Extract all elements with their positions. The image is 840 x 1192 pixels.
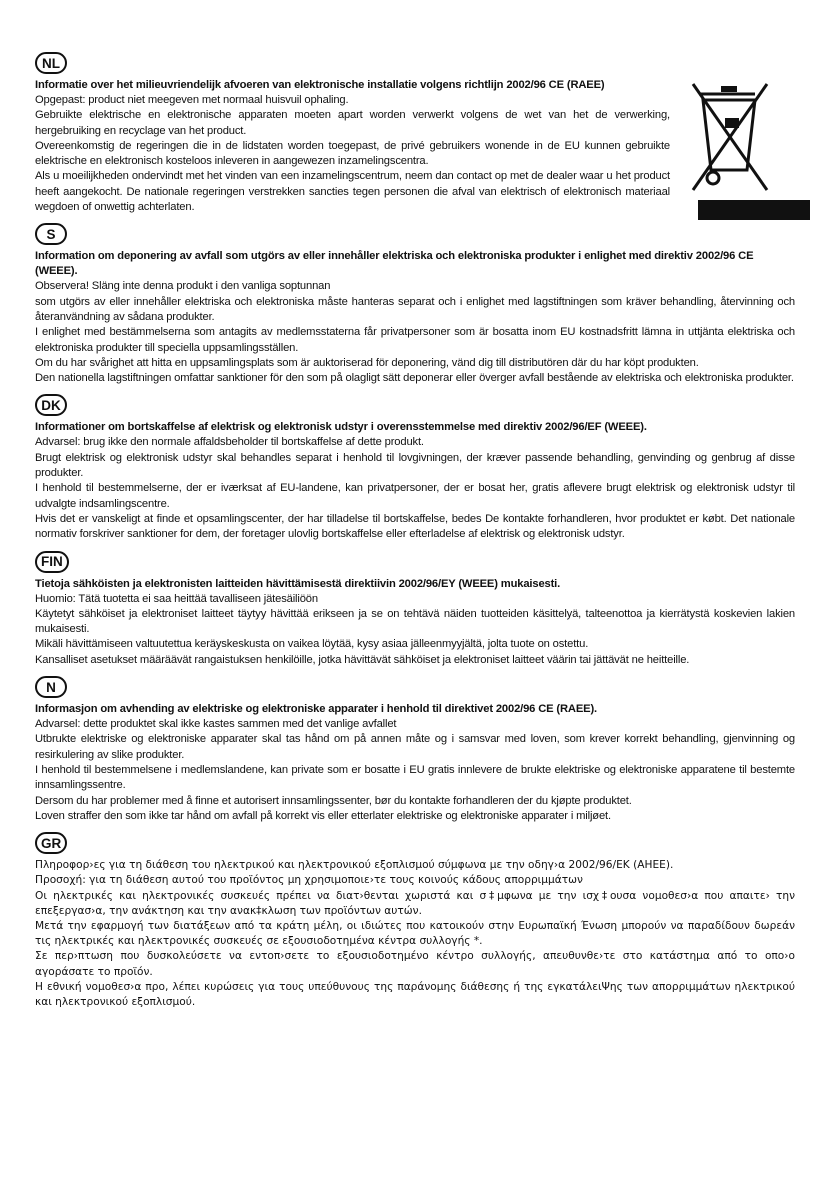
weee-black-bar [698,200,810,220]
language-badge-s: S [35,223,67,245]
section-s [35,223,795,386]
paragraph: Dersom du har problemer med å finne et autorisert innsamlingssenter, bør du kontakte forhandleren der du kjøpte produktet. [35,794,632,807]
paragraph: Mikäli hävittämiseen valtuutettua keräyskeskusta on vaikea löytää, kysy asiaa jälleenmyyjältä, jolta tuote on ostettu. [35,638,589,651]
crossed-out-wheelie-bin-icon [685,78,775,208]
paragraph: Loven straffer den som ikke tar hånd om avfall på korrekt vis eller etterlater elektriske og elektroniske apparater i miljøet. [35,809,611,822]
paragraph: Gebruikte elektrische en elektronische apparaten moeten apart worden verwerkt volgens de wet van het de verwerking, hergebruiking en recyclage van het product. [35,109,670,137]
section-dk [35,394,795,542]
paragraph: Advarsel: brug ikke den normale affaldsbeholder til bortskaffelse af dette produkt. [35,436,424,449]
paragraph: Μετά την εφαρμογή των διατάξεων από τα κράτη μέλη, οι ιδιώτες που κατοικούν στην Ευρωπαϊκή Ένωση μπορούν να παραδίδουν δωρεάν τις ηλεκτρικές και ηλεκτρονικές συσκευές σε εξουσιοδοτημένα κέντρα συλλογής *. [35,919,795,948]
section-body-dk [35,435,795,542]
section-body-s [35,279,795,386]
section-title-dk: Informationer om bortskaffelse af elektrisk og elektronisk udstyr i overensstemmelse med direktiv 2002/96/EF (WEEE). [35,421,647,434]
paragraph: Als u moeilijkheden ondervindt met het vinden van een inzamelingscentrum, neem dan contact op met de dealer waar u het product heeft aangekocht. De nationale regeringen verstrekken sancties tegen personen die afval van elektrisch of elektronisch materiaal wegdoen of onwettig achterlaten. [35,170,670,214]
section-n [35,676,795,824]
section-body-n [35,717,795,824]
paragraph: Προσοχή: για τη διάθεση αυτού του προϊόντος μη χρησιμοποιε›τε τους κοινούς κάδους απορριμμάτων [35,874,583,887]
paragraph: I henhold til bestemmelsene i medlemslandene, kan private som er bosatte i EU gratis innlevere de brukte elektriske og elektroniske apparatene til bestemte innsamlingssentre. [35,763,795,792]
paragraph: Overeenkomstig de regeringen die in de lidstaten worden toegepast, de privé gebruikers wonende in de EU kunnen gebruikte elektrische en elektronisch kosteloos inleveren in aangewezen inzamelingscentra. [35,139,670,168]
language-badge-nl: NL [35,52,67,74]
section-body-fin [35,592,795,668]
paragraph: Om du har svårighet att hitta en uppsamlingsplats som är auktoriserad för deponering, vänd dig till distributören där du har köpt produkten. [35,356,699,369]
paragraph: Käytetyt sähköiset ja elektroniset laitteet täytyy hävittää erikseen ja se on tehtävä näiden tuotteiden käsittelyä, talteenottoa ja kierrätystä koskevien lakien mukaisesti. [35,607,795,636]
language-badge-fin: FIN [35,551,69,573]
document-page [35,52,795,1018]
paragraph: Advarsel: dette produktet skal ikke kastes sammen med det vanlige avfallet [35,718,397,731]
language-badge-gr: GR [35,832,67,854]
language-badge-dk: DK [35,394,67,416]
section-title-fin: Tietoja sähköisten ja elektronisten laitteiden hävittämisestä direktiivin 2002/96/EY (WEEE) mukaisesti. [35,577,561,590]
paragraph: Brugt elektrisk og elektronisk udstyr skal behandles separat i henhold til lovgivningen, der kræver passende behandling, genvinding og genbrug af disse produkter. [35,451,795,480]
paragraph: I henhold til bestemmelserne, der er iværksat af EU-landene, kan privatpersoner, der er bosat her, gratis aflevere brugt elektrisk og elektronisk udstyr til udvalgte indsamlingscentre. [35,482,795,510]
paragraph: Huomio: Tätä tuotetta ei saa heittää tavalliseen jätesäiliöön [35,592,318,605]
section-title-s: Information om deponering av avfall som utgörs av eller innehåller elektriska och elektroniska produkter i enlighet med direktiv 2002/96 CE (WEEE). [35,250,754,278]
section-title-gr: Πληροφορ›ες για τη διάθεση του ηλεκτρικού και ηλεκτρονικού εξοπλισμού σύμφωνα με την οδηγ›α 2002/96/ΕΚ (ΑΗΕΕ). [35,859,674,872]
language-badge-n: N [35,676,67,698]
paragraph: Οι ηλεκτρικές και ηλεκτρονικές συσκευές πρέπει να διατ›θενται χωριστά και σ‡μφωνα με την ισχ‡ουσα νομοθεσ›α που απαιτε› την επεξεργασ›α, την ανάκτηση και την ανακ‡κλωση των προϊόντων αυτών. [35,889,795,917]
paragraph: Kansalliset asetukset määräävät rangaistuksen henkilöille, jotka hävittävät sähköiset ja elektroniset laitteet väärin tai jättävät ne heitteille. [35,653,690,666]
section-nl [35,52,795,215]
section-title-n: Informasjon om avhending av elektriske og elektroniske apparater i henhold til direktivet 2002/96 CE (RAEE). [35,703,597,716]
paragraph: Opgepast: product niet meegeven met normaal huisvuil ophaling. [35,94,349,106]
paragraph: Den nationella lagstiftningen omfattar sanktioner för den som på olagligt sätt deponerar eller överger avfall bestående av elektriska och elektroniska produkter. [35,372,794,385]
paragraph: Η εθνική νομοθεσ›α προ, λέπει κυρώσεις για τους υπεύθυνους της παράνομης διάθεσης ή της εγκατάλειΨης των απορριμμάτων ηλεκτρικού και ηλεκτρονικού εξοπλισμού. [35,980,795,1008]
paragraph: som utgörs av eller innehåller elektriska och elektroniska måste hanteras separat och i enlighet med lagstiftningen som kräver behandling, återvinning och återanvändning av sådana produkter. [35,295,795,323]
section-title-nl: Informatie over het milieuvriendelijk afvoeren van elektronische installatie volgens richtlijn 2002/96 CE (RAEE) [35,79,605,91]
paragraph: Σε περ›πτωση που δυσκολεύσετε να εντοπ›σετε το εξουσιοδοτημένο κέντρο συλλογής, απευθυνθε›τε στο κατάστημα από το οπο›ο αγοράσατε το προϊόν. [35,950,795,978]
paragraph: Hvis det er vanskeligt at finde et opsamlingscenter, der har tilladelse til bortskaffelse, bedes De kontakte forhandleren, hvor produktet er købt. Det nationale normativ forskriver sanktioner for dem, der foretager ulovlig bortskaffelse eller efterladelse af elektrisk og elektronisk udstyr. [35,512,795,541]
paragraph: Utbrukte elektriske og elektroniske apparater skal tas hånd om på annen måte og i samsvar med loven, som krever korrekt behandling, gjenvinning og resirkulering av slike produkter. [35,733,795,761]
section-body-nl [35,93,670,215]
section-fin [35,551,795,668]
paragraph: Observera! Släng inte denna produkt i den vanliga soptunnan [35,280,331,293]
section-body-gr [35,873,795,1010]
paragraph: I enlighet med bestämmelserna som antagits av medlemsstaterna får privatpersoner som är bosatta inom EU kostnadsfritt lämna in uttjänta elektriska och elektroniska produkter till speciella uppsamlingsställen. [35,326,795,354]
section-gr [35,832,795,1010]
